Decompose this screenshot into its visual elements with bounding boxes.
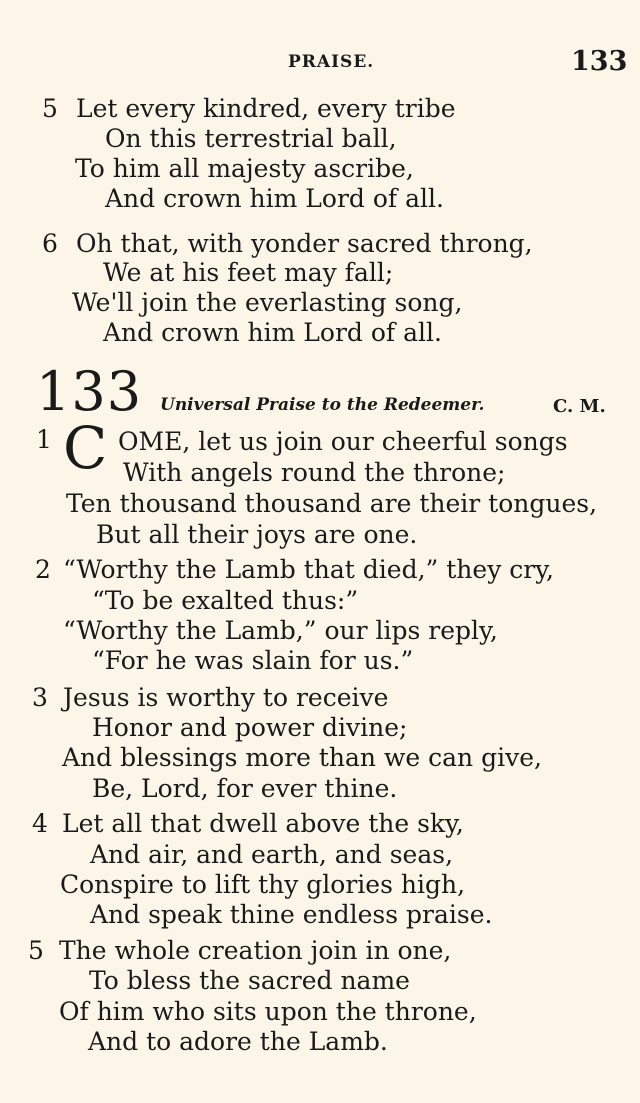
- hymn-number: 133: [36, 360, 143, 423]
- verse-line: And speak thine endless praise.: [90, 900, 493, 929]
- verse-number: 5: [42, 94, 58, 123]
- verse-number: 4: [32, 809, 48, 838]
- verse-line: Ten thousand thousand are their tongues,: [66, 489, 598, 518]
- verse-line: And crown him Lord of all.: [103, 318, 442, 347]
- verse-line: Oh that, with yonder sacred throng,: [76, 229, 533, 258]
- verse-line: OME, let us join our cheerful songs: [118, 427, 568, 456]
- verse-line: To him all majesty ascribe,: [75, 154, 414, 183]
- verse-line: Be, Lord, for ever thine.: [92, 774, 398, 803]
- verse-line: Honor and power divine;: [92, 713, 408, 742]
- verse-line: Let every kindred, every tribe: [76, 94, 456, 123]
- verse-line: “Worthy the Lamb that died,” they cry,: [63, 555, 554, 584]
- verse-line: To bless the sacred name: [89, 966, 410, 995]
- drop-cap: C: [63, 414, 108, 482]
- verse-line: And air, and earth, and seas,: [90, 840, 454, 869]
- verse-line: Let all that dwell above the sky,: [62, 809, 464, 838]
- verse-line: We'll join the everlasting song,: [72, 288, 463, 317]
- verse-line: “For he was slain for us.”: [92, 646, 414, 675]
- verse-line: With angels round the throne;: [123, 458, 506, 487]
- page-number: 133: [571, 46, 628, 77]
- verse-line: “Worthy the Lamb,” our lips reply,: [63, 616, 498, 645]
- hymn-meter: C. M.: [553, 396, 606, 417]
- verse-line: Of him who sits upon the throne,: [59, 997, 477, 1026]
- verse-number: 3: [32, 683, 48, 712]
- verse-line: And crown him Lord of all.: [105, 184, 444, 213]
- verse-line: On this terrestrial ball,: [105, 124, 397, 153]
- verse-number: 2: [35, 555, 51, 584]
- verse-line: We at his feet may fall;: [103, 258, 394, 287]
- verse-line: The whole creation join in one,: [59, 936, 452, 965]
- hymn-title: Universal Praise to the Redeemer.: [160, 395, 485, 415]
- verse-line: Conspire to lift thy glories high,: [60, 870, 466, 899]
- verse-line: And blessings more than we can give,: [62, 743, 542, 772]
- running-header: PRAISE.: [288, 52, 375, 72]
- verse-number: 1: [36, 425, 52, 454]
- verse-line: But all their joys are one.: [96, 520, 418, 549]
- verse-number: 5: [28, 936, 44, 965]
- verse-line: “To be exalted thus:”: [92, 586, 359, 615]
- verse-line: Jesus is worthy to receive: [63, 683, 389, 712]
- verse-line: And to adore the Lamb.: [88, 1027, 388, 1056]
- verse-number: 6: [42, 229, 58, 258]
